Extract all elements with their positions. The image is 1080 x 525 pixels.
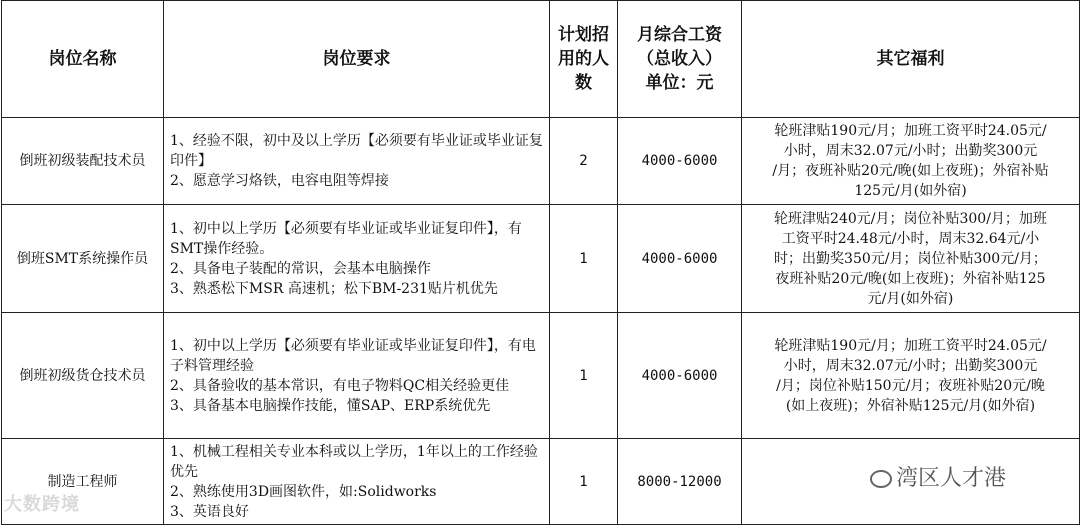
cell-salary: 4000-6000 bbox=[618, 118, 742, 205]
benefit-line: 轮班津贴190元/月；加班工资平时24.05元/ bbox=[774, 123, 1047, 139]
benefit-line: /月；夜班补贴20元/晚(如上夜班)；外宿补贴 bbox=[772, 163, 1049, 179]
benefit-line: 夜班补贴20元/晚(如上夜班)；外宿补贴125 bbox=[775, 270, 1046, 287]
cell-salary: 8000-12000 bbox=[618, 439, 742, 525]
requirement-line: 2、具备验收的基本常识，有电子物料QC相关经验更佳 bbox=[170, 377, 510, 394]
header-salary: 月综合工资（总收入）单位：元 bbox=[618, 1, 742, 118]
wechat-icon bbox=[870, 470, 892, 488]
cell-requirements bbox=[164, 118, 550, 205]
header-headcount: 计划招用的人数 bbox=[550, 1, 618, 118]
cell-salary: 4000-6000 bbox=[618, 205, 742, 313]
cell-position: 倒班初级装配技术员 bbox=[2, 118, 164, 205]
requirement-line: 3、英语良好 bbox=[170, 503, 249, 520]
requirement-line: 3、具备基本电脑操作技能，懂SAP、ERP系统优先 bbox=[170, 397, 491, 414]
cell-requirements bbox=[164, 205, 550, 313]
requirement-line: 1、初中以上学历【必须要有毕业证或毕业证复印件】，有电子料管理经验 bbox=[170, 337, 536, 374]
watermark-right bbox=[870, 461, 1006, 492]
watermark-left-text: 大数跨境 bbox=[4, 494, 80, 515]
requirement-line: 1、机械工程相关专业本科或以上学历，1年以上的工作经验优先 bbox=[170, 443, 538, 480]
cell-headcount: 1 bbox=[550, 439, 618, 525]
benefit-line: 元/月(如外宿) bbox=[867, 290, 954, 307]
watermark-left bbox=[4, 490, 80, 516]
job-table bbox=[1, 0, 1080, 525]
cell-position: 倒班初级货仓技术员 bbox=[2, 313, 164, 439]
benefit-line: 时；出勤奖350元/月；岗位补贴300元/月； bbox=[774, 250, 1047, 267]
cell-requirements bbox=[164, 313, 550, 439]
requirement-line: 3、熟悉松下MSR 高速机；松下BM-231贴片机优先 bbox=[170, 280, 498, 297]
requirement-line: 2、愿意学习烙铁，电容电阻等焊接 bbox=[170, 173, 389, 189]
header-row bbox=[2, 1, 1080, 118]
cell-requirements bbox=[164, 439, 550, 525]
benefit-line: 轮班津贴190元/月；加班工资平时24.05元/ bbox=[774, 337, 1047, 354]
benefit-line: 125元/月(如外宿) bbox=[854, 183, 967, 199]
cell-benefits bbox=[742, 205, 1080, 313]
cell-salary: 4000-6000 bbox=[618, 313, 742, 439]
requirement-line: 1、经验不限，初中及以上学历【必须要有毕业证或毕业证复印件】 bbox=[170, 133, 543, 169]
benefit-line: 轮班津贴240元/月；岗位补贴300/月；加班 bbox=[774, 210, 1047, 227]
table-row bbox=[2, 205, 1080, 313]
header-position: 岗位名称 bbox=[2, 1, 164, 118]
benefit-line: 工资平时24.48元/小时，周末32.64元/小 bbox=[781, 230, 1040, 247]
benefit-line: (如上夜班)；外宿补贴125元/月(如外宿) bbox=[785, 397, 1036, 414]
cell-headcount: 1 bbox=[550, 205, 618, 313]
benefit-line: 小时，周末32.07元/小时；出勤奖300元 bbox=[783, 143, 1038, 159]
watermark-right-text: 湾区人才港 bbox=[896, 466, 1007, 491]
table-row bbox=[2, 118, 1080, 205]
cell-benefits bbox=[742, 118, 1080, 205]
benefit-line: /月；岗位补贴150元/月；夜班补贴20元/晚 bbox=[776, 377, 1045, 394]
requirement-line: 1、初中以上学历【必须要有毕业证或毕业证复印件】，有SMT操作经验。 bbox=[170, 220, 522, 257]
cell-headcount: 1 bbox=[550, 313, 618, 439]
cell-headcount: 2 bbox=[550, 118, 618, 205]
header-requirements: 岗位要求 bbox=[164, 1, 550, 118]
table-row bbox=[2, 313, 1080, 439]
header-benefits: 其它福利 bbox=[742, 1, 1080, 118]
cell-benefits bbox=[742, 313, 1080, 439]
requirement-line: 2、具备电子装配的常识，会基本电脑操作 bbox=[170, 260, 431, 277]
cell-position: 倒班SMT系统操作员 bbox=[2, 205, 164, 313]
requirement-line: 2、熟练使用3D画图软件，如:Solidworks bbox=[170, 483, 437, 500]
benefit-line: 小时，周末32.07元/小时；出勤奖300元 bbox=[783, 357, 1038, 374]
cell-position: 制造工程师 bbox=[2, 439, 164, 525]
